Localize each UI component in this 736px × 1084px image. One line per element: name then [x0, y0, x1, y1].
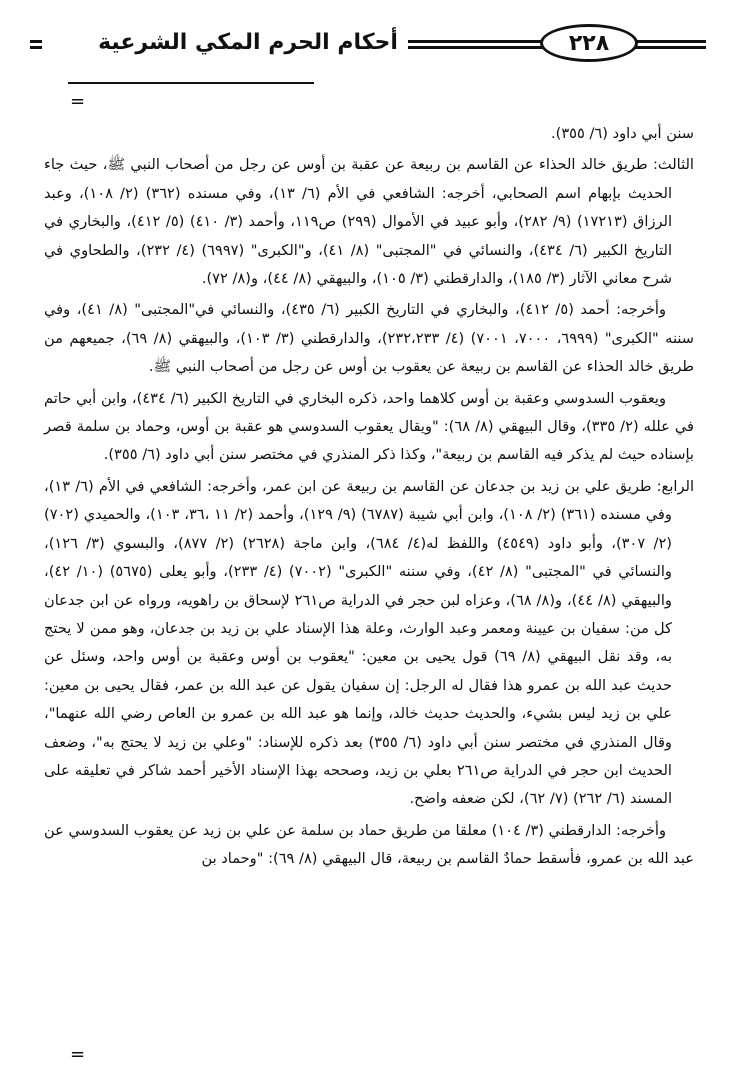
header-rule [30, 40, 42, 43]
header-rule [630, 40, 706, 43]
paragraph: سنن أبي داود (٦/ ٣٥٥). [551, 125, 694, 142]
continuation-mark-top: = [70, 91, 86, 112]
paragraph: الرابع: طريق علي بن زيد بن جدعان عن القاسم بن ربيعة عن ابن عمر، وأخرجه: الشافعي في الأم (٦/ ١٣)، وفي مسنده (٣٦١) (٢/ ١٠٨)، وابن أبي شيبة (٦٧٨٧) (٩/ ١٢٩)، وأحمد (٢/ ١١ ،٣٦، ١٠٣)، والحميدي (٧٠٢) (٢/ ٣٠٧)، وأبو داود (٤٥٤٩) واللفظ له(٤/ ٦٨٤)، وابن ماجة (٢٦٢٨) (٢/ ٨٧٧)، والبسوي (٣/ ١٢٦)، والنسائي في "المجتبى" (٨/ ٤٢)، وفي سننه "الكبرى" (٧٠٠٢) (٤/ ٢٣٣)، وأبو يعلى (٥٦٧٥) (١٠/ ٤٢)، والبيهقي (٨/ ٤٤)، و(٨/ ٦٨)، وعزاه لبن حجر في الدراية ص٢٦١ لإسحاق بن راهويه، ورواه عن ابن جدعان كل من: سفيان بن عيينة ومعمر وعبد الوارث، وعلة هذا الإسناد علي بن زيد بن جدعان، وهو ممن لا يحتج به، وقد نقل البيهقي (٨/ ٦٩) قول يحيى بن معين: "يعقوب بن أوس وعقبة بن أوس واحد، وسئل عن حديث عبد الله بن عمرو هذا فقال له الرجل: إن سفيان يقول عن عبد الله بن عمر، فقال يحيى بن معين: علي بن زيد ليس بشيء، والحديث حديث خالد، وإنما هو عبد الله بن عمرو بن العاص رضي الله عنهما"، وقال المنذري في مختصر سنن أبي داود (٦/ ٣٥٥) بعد ذكره للإسناد: "وعلي بن زيد لا يحتج به"، وضعف الحديث ابن حجر في الدراية ص٢٦١ بعلي بن زيد، وصححه بهذا الإسناد الأخير أحمد شاكر في تعليقه على المسند (٦/ ٢٦٢) (٧/ ٦٢)، لكن ضعفه واضح. [44, 477, 694, 808]
page-header [30, 22, 706, 66]
page-number: ٢٢٨ [540, 24, 638, 62]
running-title: أحكام الحرم المكي الشرعية [88, 26, 408, 60]
paragraph: ويعقوب السدوسي وعقبة بن أوس كلاهما واحد، ذكره البخاري في التاريخ الكبير (٦/ ٤٣٤)، وابن أبي حاتم في علله (٢/ ٣٣٥)، وقال البيهقي (٨/ ٦٨): "ويقال يعقوب السدوسي هو عقبة بن أوس، وحماد بن سلمة قصر بإسناده حيث لم يذكر فيه القاسم بن ربيعة"، وكذا ذكر المنذري في مختصر سنن أبي داود (٦/ ٣٥٥). [44, 389, 694, 464]
continuation-mark-bottom: = [70, 1044, 86, 1065]
paragraph: وأخرجه: الدارقطني (٣/ ١٠٤) معلقا من طريق حماد بن سلمة عن علي بن زيد عن يعقوب السدوسي عن عبد الله بن عمرو، فأسقط حمادٌ القاسم بن ربيعة، قال البيهقي (٨/ ٦٩): "وحماد بن [44, 821, 694, 868]
footnote-separator [68, 82, 314, 84]
footnote-body [44, 120, 694, 877]
paragraph: الثالث: طريق خالد الحذاء عن القاسم بن ربيعة عن عقبة بن أوس عن رجل من أصحاب النبي ﷺ، حيث جاء الحديث بإبهام اسم الصحابي، أخرجه: الشافعي في الأم (٦/ ١٣)، وفي مسنده (٣٦٢) (٢/ ١٠٨)، وعبد الرزاق (١٧٢١٣) (٩/ ٢٨٢)، وأبو عبيد في الأموال (٢٩٩) ص١١٩، وأحمد (٣/ ٤١٠) (٥/ ٤١٢)، والبخاري في التاريخ الكبير (٦/ ٤٣٤)، والنسائي في "المجتبى" (٨/ ٤١)، و"الكبرى" (٦٩٩٧) (٤/ ٢٣٢)، والطحاوي في شرح معاني الآثار (٣/ ١٨٥)، والدارقطني (٣/ ١٠٥)، والبيهقي (٨/ ٤٤)، و(٨/ ٧٢). [44, 156, 694, 288]
paragraph: وأخرجه: أحمد (٥/ ٤١٢)، والبخاري في التاريخ الكبير (٦/ ٤٣٥)، والنسائي في"المجتبى" (٨/ ٤١)، وفي سننه "الكبرى" (٦٩٩٩، ٧٠٠٠، ٧٠٠١) (٤/ ٢٣٢،٢٣٣)، والدارقطني (٣/ ١٠٣)، والبيهقي (٨/ ٦٩)، جميعهم من طريق خالد الحذاء عن القاسم بن ربيعة عن يعقوب بن أوس عن رجل من أصحاب النبي ﷺ. [44, 301, 695, 376]
header-rule [630, 46, 706, 49]
header-rule [30, 46, 42, 49]
